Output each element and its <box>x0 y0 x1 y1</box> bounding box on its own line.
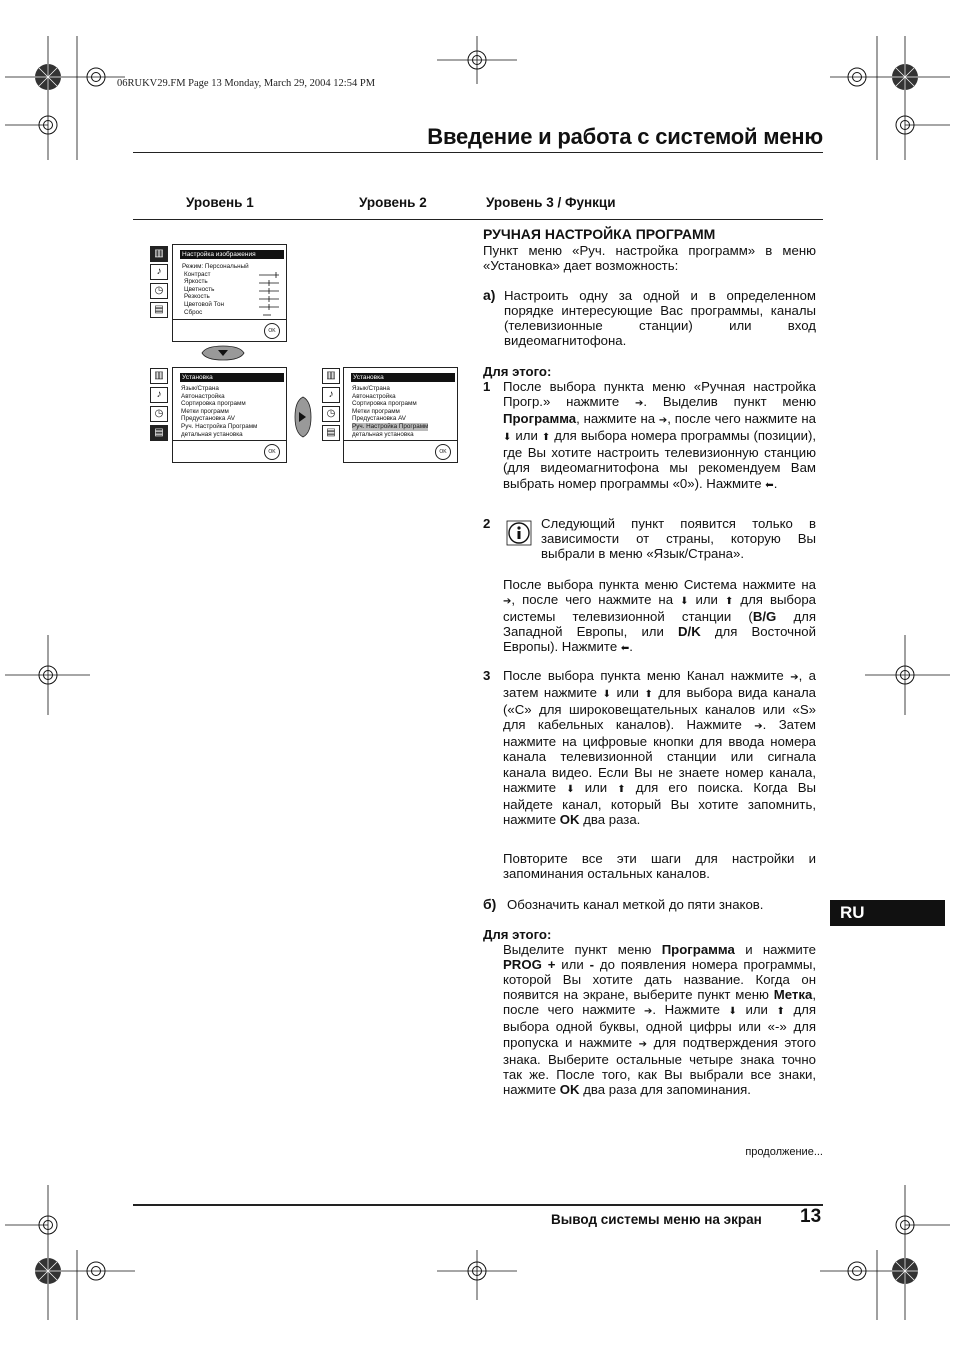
setup-menu-screen <box>172 367 287 463</box>
picture-menu-screen <box>172 244 287 342</box>
column-level2: Уровень 2 <box>359 195 427 210</box>
menu-item: Автонастройка <box>352 392 396 400</box>
menu-item: Язык/Страна <box>352 385 390 392</box>
slider-marks <box>257 272 281 320</box>
menu-item-highlighted: Руч. Настройка Программ <box>352 422 429 430</box>
step3-text: После выбора пункта меню Канал нажмите ➔, а затем нажмите ⬇ или ⬆ для выбора вида канала («C» для широковещательных каналов или «S» для кабельных каналов). Нажмите ➔. Затем нажмите на цифровые кнопки для ввода номера канала телевизионной станции или сигнала канала видео. Если Вы не знаете номер канала, нажмите ⬇ или ⬆ для его поиска. Когда Вы найдете канал, который Вы хотите запомнить, нажмите OK два раза. <box>503 668 817 827</box>
up-arrow-icon: ⬆ <box>776 1006 785 1018</box>
step1-number: 1 <box>483 379 491 394</box>
page-number: 13 <box>800 1206 822 1227</box>
sound-icon: ♪ <box>322 387 340 403</box>
for-this-heading-2: Для этого: <box>483 927 552 942</box>
right-arrow-button-icon <box>293 395 313 439</box>
picture-icon: ▥ <box>322 368 340 384</box>
setup-menu-title: Установка <box>351 373 455 382</box>
menu-item: Язык/Страна <box>181 385 219 392</box>
item-b-marker: б) <box>483 896 497 912</box>
up-arrow-icon: ⬆ <box>617 783 626 795</box>
menu-item: Яркость <box>184 278 208 286</box>
right-arrow-icon: ➔ <box>643 1006 653 1018</box>
sound-icon: ♪ <box>150 264 168 280</box>
down-arrow-button-icon <box>200 345 246 361</box>
footer-rule <box>133 1204 823 1206</box>
setup-menu-screen-selected <box>343 367 458 463</box>
title-rule <box>133 152 823 153</box>
left-arrow-icon: ⬅ <box>765 479 774 491</box>
step1-text: После выбора пункта меню «Ручная настройка Прогр.» нажмите ➔. Выделив пункт меню Программа, нажмите на ➔, после чего нажмите на ⬇ или ⬆ для выбора номера программы (позиции), где Вы хотите настроить телевизионную станцию (для видеомагнитофона мы рекомендуем Вам выбрать номер программы «0»). Нажмите ⬅. <box>503 379 817 491</box>
file-info: 06RUKV29.FM Page 13 Monday, March 29, 2004 12:54 PM <box>117 78 376 89</box>
menu-item: Резкость <box>184 293 210 301</box>
column-level1: Уровень 1 <box>186 195 254 210</box>
right-arrow-icon: ➔ <box>638 1038 648 1050</box>
menu-item: детальная установка <box>181 430 243 438</box>
menu-item: Предустановка AV <box>181 415 236 423</box>
ok-icon: OK <box>435 444 451 460</box>
right-arrow-icon: ➔ <box>503 596 512 608</box>
right-arrow-icon: ➔ <box>790 672 799 683</box>
up-arrow-icon: ⬆ <box>644 689 653 701</box>
down-arrow-icon: ⬇ <box>566 783 575 795</box>
intro-text: Пункт меню «Руч. настройка программ» в меню «Установка» дает возможность: <box>483 243 816 274</box>
down-arrow-icon: ⬇ <box>728 1006 737 1018</box>
menu-item: Метки программ <box>352 407 400 415</box>
repeat-text: Повторите все эти шаги для настройки и запоминания остальных каналов. <box>503 851 816 882</box>
section-title: РУЧНАЯ НАСТРОЙКА ПРОГРАММ <box>483 226 716 242</box>
picture-menu-title: Настройка изображения <box>180 250 284 259</box>
step2-text: После выбора пункта меню Система нажмите на ➔, после чего нажмите на ⬇ или ⬆ для выбора системы телевизионной станции (B/G для Западной Европы, или D/K для Восточной Европы). Нажмите ⬅. <box>503 577 816 655</box>
footer-section: Вывод системы меню на экран <box>551 1212 762 1227</box>
menu-item: Автонастройка <box>181 392 225 400</box>
timer-icon: ◷ <box>322 406 340 422</box>
menu-item: Сортировка программ <box>352 400 417 408</box>
menu-item: детальная установка <box>352 430 414 438</box>
setup-icon: ▤ <box>150 425 168 441</box>
menu-item: Сброс <box>184 308 203 316</box>
left-arrow-icon: ⬅ <box>620 643 630 655</box>
menu-item: Предустановка AV <box>352 415 407 423</box>
setup-menu-title: Установка <box>180 373 284 382</box>
item-a-text: Настроить одну за одной и в определенном порядке интересующие Вас программы, каналы (телевизионные станции) или вход видеомагнитофона. <box>504 288 816 349</box>
menu-item: Руч. Настройка Программ <box>181 422 258 430</box>
setup-icon: ▤ <box>322 425 340 441</box>
setup-menu-items <box>352 385 428 438</box>
ok-icon: OK <box>264 444 280 460</box>
setup-icon: ▤ <box>150 302 168 318</box>
item-b-text: Обозначить канал меткой до пяти знаков. <box>507 897 764 912</box>
ok-icon: OK <box>264 323 280 339</box>
menu-item: Метки программ <box>181 407 229 415</box>
sound-icon: ♪ <box>150 387 168 403</box>
step3-number: 3 <box>483 668 491 683</box>
for-this-heading-1: Для этого: <box>483 364 552 379</box>
menu-item: Режим: Персональный <box>182 263 249 270</box>
up-arrow-icon: ⬆ <box>724 596 734 608</box>
picture-icon: ▥ <box>150 246 168 262</box>
column-level3: Уровень 3 / Функци <box>486 195 616 210</box>
right-arrow-icon: ➔ <box>658 415 668 427</box>
step2-number: 2 <box>483 516 491 531</box>
timer-icon: ◷ <box>150 283 168 299</box>
menu-item: Контраст <box>184 270 211 278</box>
note-text: Следующий пункт появится только в зависимости от страны, которую Вы выбрали в меню «Язык/Страна». <box>541 516 816 562</box>
right-arrow-icon: ➔ <box>635 398 644 410</box>
down-arrow-icon: ⬇ <box>680 596 689 608</box>
setup-menu-items <box>181 385 257 438</box>
up-arrow-icon: ⬆ <box>541 432 551 444</box>
column-rule <box>133 219 823 220</box>
picture-menu-items <box>182 263 249 316</box>
menu-item: Цветность <box>184 285 215 293</box>
item-a-marker: a) <box>483 287 496 303</box>
info-note-icon <box>506 520 532 546</box>
language-tab: RU <box>830 900 945 926</box>
continued-note: продолжение... <box>745 1146 823 1158</box>
picture-icon: ▥ <box>150 368 168 384</box>
label-steps-text: Выделите пункт меню Программа и нажмите PROG + или - до появления номера программы, которой Вы хотите дать название. Когда он появится на экране, выберите пункт меню Метка, после чего нажмите ➔. Нажмите ⬇ или ⬆ для выбора одной буквы, одной цифры или «-» для пропуска и нажмите ➔ для подтверждения этого знака. Выберите остальные четыре знака точно так же. После того, как Вы выбрали все знаки, нажмите OK два раза для запоминания. <box>503 942 816 1097</box>
page-title: Введение и работа с системой меню <box>427 124 823 149</box>
down-arrow-icon: ⬇ <box>602 689 611 701</box>
right-arrow-icon: ➔ <box>754 721 763 733</box>
menu-item: Сортировка программ <box>181 400 246 408</box>
menu-item: Цветовой Тон <box>184 300 224 308</box>
timer-icon: ◷ <box>150 406 168 422</box>
down-arrow-icon: ⬇ <box>503 432 512 444</box>
